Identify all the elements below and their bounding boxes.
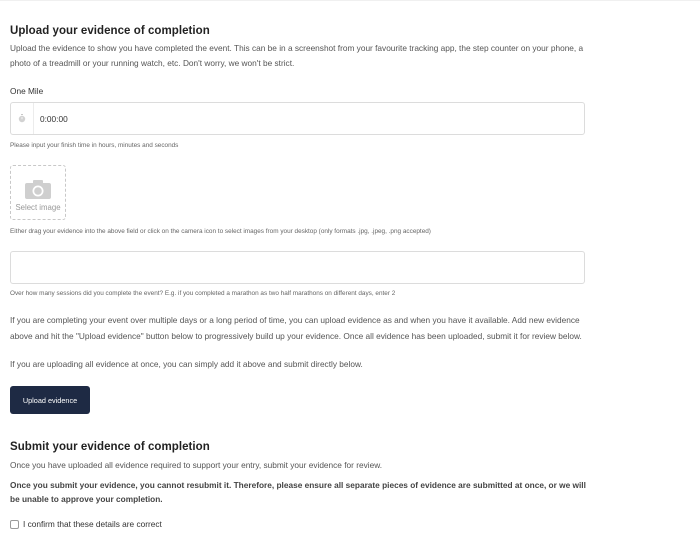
submit-section-intro: Once you have uploaded all evidence required to support your entry, submit your evidence for review. bbox=[10, 460, 383, 470]
finish-time-input[interactable]: 0:00:00 bbox=[40, 113, 68, 124]
finish-time-icon-cell bbox=[11, 103, 34, 134]
submit-section-title: Submit your evidence of completion bbox=[10, 441, 210, 453]
finish-time-field[interactable] bbox=[10, 102, 585, 135]
confirm-label[interactable]: I confirm that these details are correct bbox=[23, 519, 162, 529]
upload-evidence-button[interactable]: Upload evidence bbox=[10, 386, 90, 414]
all-at-once-info: If you are uploading all evidence at once, you can simply add it above and submit directly below. bbox=[10, 359, 363, 369]
confirm-checkbox[interactable] bbox=[10, 520, 19, 529]
finish-time-help: Please input your finish time in hours, minutes and seconds bbox=[10, 142, 179, 149]
camera-icon[interactable] bbox=[25, 180, 51, 199]
select-image-label[interactable]: Select image bbox=[15, 203, 61, 212]
upload-section-intro: Upload the evidence to show you have completed the event. This can be in a screenshot from your favourite tracking app, the step counter on your phone, a photo of a treadmill or your running watch, etc. Don't worry, we won't be strict. bbox=[10, 43, 584, 68]
image-upload-help: Either drag your evidence into the above field or click on the camera icon to select images from your desktop (only formats .jpg, .jpeg, .png accepted) bbox=[10, 228, 431, 235]
upload-section-title: Upload your evidence of completion bbox=[10, 25, 210, 37]
event-name-label: One Mile bbox=[10, 86, 44, 96]
sessions-input[interactable] bbox=[10, 251, 585, 284]
multi-day-info: If you are completing your event over multiple days or a long period of time, you can upload evidence as and when you have it available. Add new evidence above and hit the "Upload evidence" button below to progressively build up your evidence. Once all evidence has been uploaded, submit it for review below. bbox=[10, 315, 582, 341]
sessions-help: Over how many sessions did you complete the event? E.g. if you completed a marathon as two half marathons on different days, enter 2 bbox=[10, 290, 396, 297]
image-dropzone[interactable] bbox=[10, 165, 66, 220]
stopwatch-icon bbox=[18, 114, 26, 123]
submit-warning: Once you submit your evidence, you cannot resubmit it. Therefore, please ensure all separate pieces of evidence are submitted at once, or we will be unable to approve your completion. bbox=[10, 480, 586, 504]
